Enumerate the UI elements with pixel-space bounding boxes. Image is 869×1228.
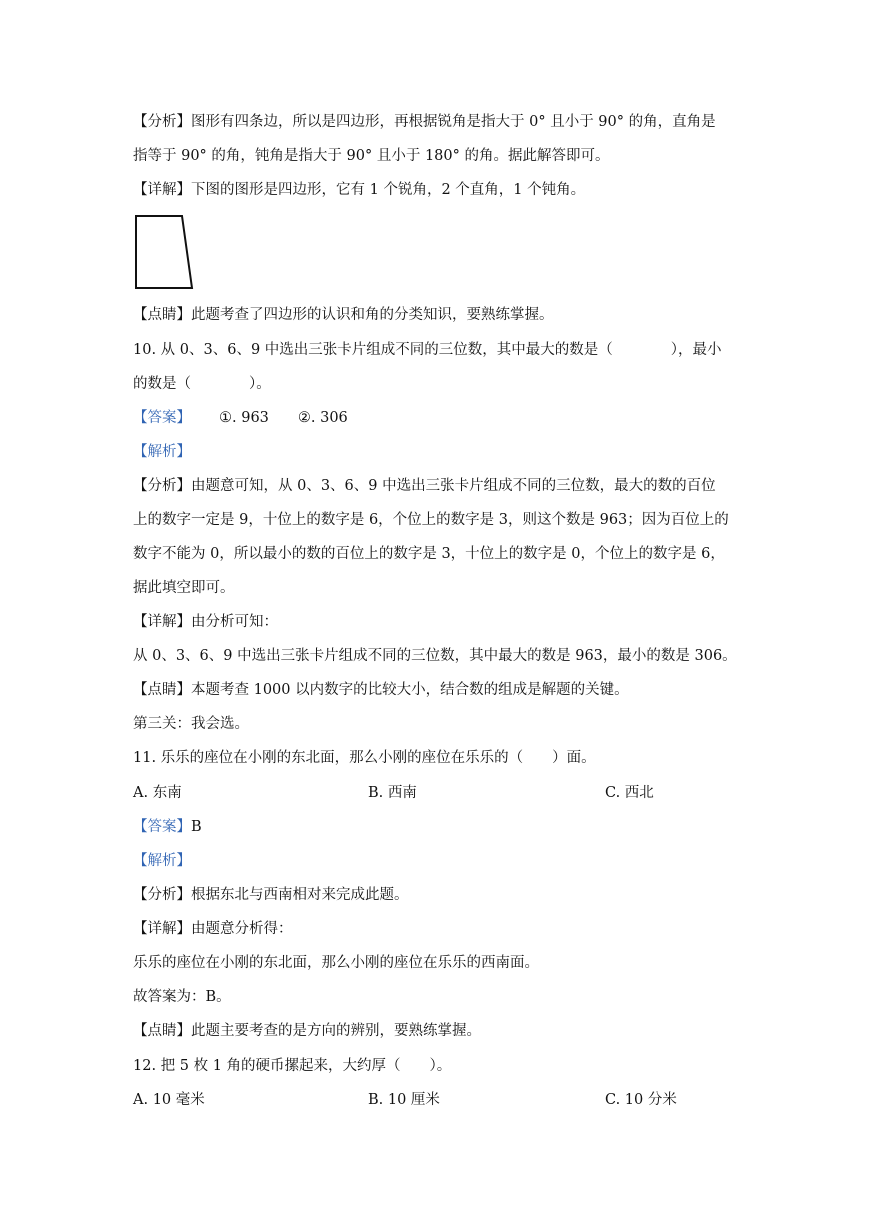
quadrilateral-figure	[134, 214, 196, 292]
q12-question-line: 12. 把 5 枚 1 角的硬币摞起来，大约厚（ ）。	[133, 1058, 452, 1074]
answer-label: 【答案】	[133, 410, 191, 426]
answer-values: ①. 963 ②. 306	[219, 410, 348, 426]
q10-comment-line: 【点睛】本题考查 1000 以内数字的比较大小，结合数的组成是解题的关键。	[133, 682, 629, 698]
answer-value: B	[191, 819, 202, 835]
q9-analysis-line-2: 指等于 90° 的角，钝角是指大于 90° 且小于 180° 的角。据此解答即可。	[133, 148, 610, 164]
q10-analysis-line-3: 数字不能为 0，所以最小的数的百位上的数字是 3，十位上的数字是 0，个位上的数字是 6，	[133, 546, 725, 562]
q11-answer-line	[133, 817, 202, 837]
q9-analysis-line-1: 【分析】图形有四条边，所以是四边形，再根据锐角是指大于 0° 且小于 90° 的角，直角是	[133, 114, 716, 130]
q11-analysis-line: 【分析】根据东北与西南相对来完成此题。	[133, 887, 409, 903]
q11-detail-line-1: 【详解】由题意分析得：	[133, 921, 293, 937]
q11-option-c: C. 西北	[605, 785, 654, 801]
answer-label: 【答案】	[133, 819, 191, 835]
q10-detail-line-1: 【详解】由分析可知：	[133, 614, 278, 630]
q10-analysis-line-4: 据此填空即可。	[133, 580, 235, 596]
q10-detail-line-2: 从 0、3、6、9 中选出三张卡片组成不同的三位数，其中最大的数是 963，最小的数是 306。	[133, 648, 737, 664]
q11-detail-line-2: 乐乐的座位在小刚的东北面，那么小刚的座位在乐乐的西南面。	[133, 955, 539, 971]
q9-detail-line: 【详解】下图的图形是四边形，它有 1 个锐角，2 个直角，1 个钝角。	[133, 182, 586, 198]
q11-comment-line: 【点睛】此题主要考查的是方向的辨别，要熟练掌握。	[133, 1023, 481, 1039]
q11-question-line: 11. 乐乐的座位在小刚的东北面，那么小刚的座位在乐乐的（ ）面。	[133, 750, 596, 766]
q12-option-b: B. 10 厘米	[368, 1092, 440, 1108]
q12-option-a: A. 10 毫米	[133, 1092, 205, 1108]
q10-question-line-2: 的数是（ ）。	[133, 376, 271, 392]
q11-option-a: A. 东南	[133, 785, 182, 801]
q10-explain-label: 【解析】	[133, 444, 191, 460]
q10-analysis-line-1: 【分析】由题意可知，从 0、3、6、9 中选出三张卡片组成不同的三位数，最大的数的百位	[133, 478, 716, 494]
section-heading: 第三关：我会选。	[133, 716, 249, 732]
q12-option-c: C. 10 分米	[605, 1092, 677, 1108]
q10-question-line-1: 10. 从 0、3、6、9 中选出三张卡片组成不同的三位数，其中最大的数是（ ），最小	[133, 342, 722, 358]
q11-detail-line-3: 故答案为：B。	[133, 989, 231, 1005]
q11-explain-label: 【解析】	[133, 853, 191, 869]
q9-comment-line: 【点睛】此题考查了四边形的认识和角的分类知识，要熟练掌握。	[133, 307, 554, 323]
q10-analysis-line-2: 上的数字一定是 9，十位上的数字是 6，个位上的数字是 3，则这个数是 963；因为百位上的	[133, 512, 729, 528]
q10-answer-line	[133, 408, 348, 428]
q11-option-b: B. 西南	[368, 785, 417, 801]
